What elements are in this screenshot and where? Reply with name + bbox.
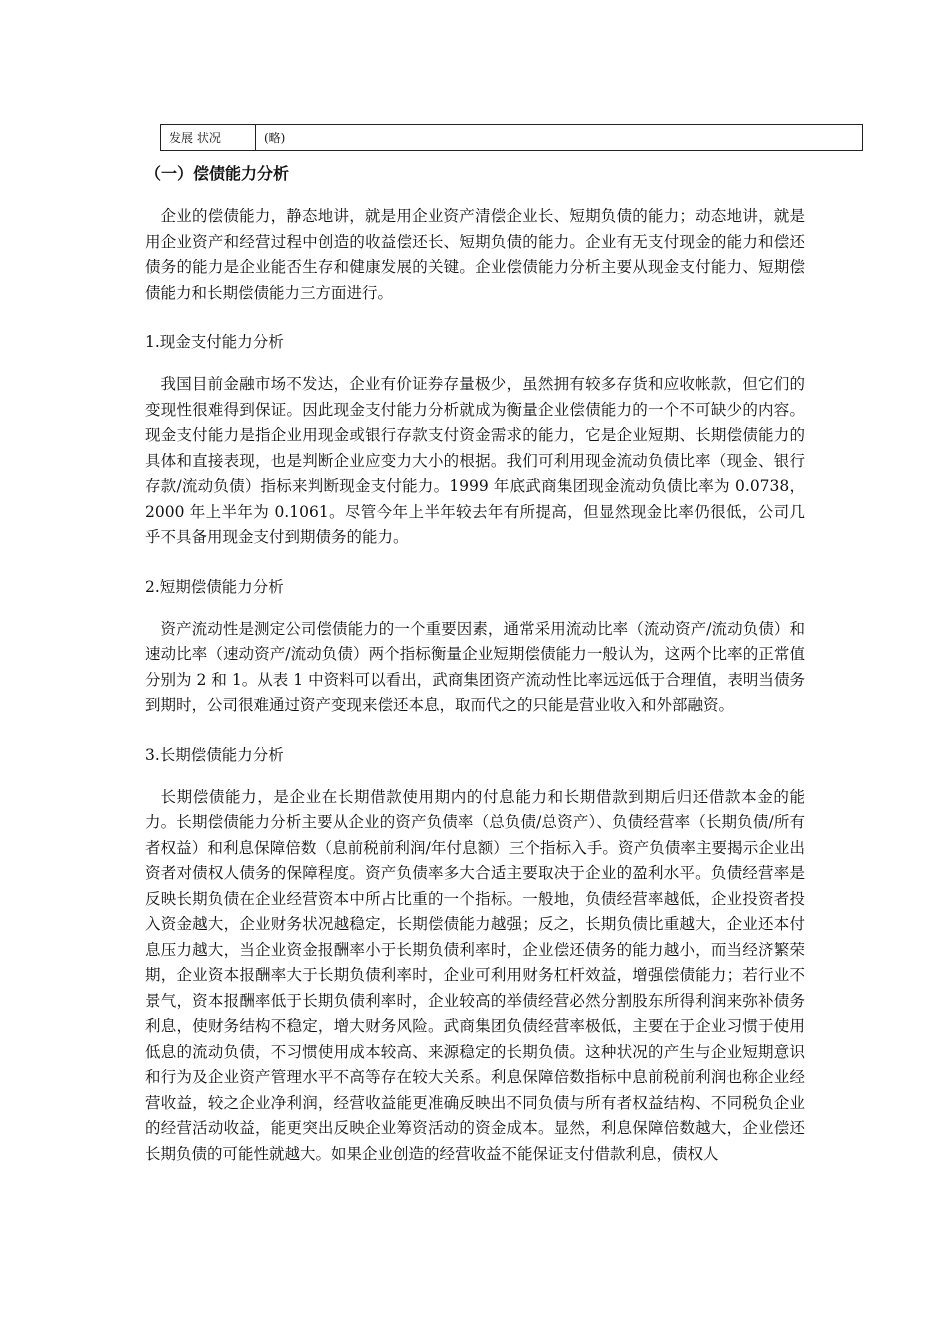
status-table (160, 124, 863, 151)
intro-paragraph: 企业的偿债能力，静态地讲，就是用企业资产清偿企业长、短期负债的能力；动态地讲，就是用企业资产和经营过程中创造的收益偿还长、短期负债的能力。企业有无支付现金的能力和偿还债务的能力是企业能否生存和健康发展的关键。企业偿债能力分析主要从现金支付能力、短期偿债能力和长期偿债能力三方面进行。 (145, 207, 805, 302)
subsection-heading-cash: 1.现金支付能力分析 (145, 333, 284, 351)
table-label-cell: 发展 状况 (161, 125, 256, 151)
paragraph-long-term: 长期偿债能力，是企业在长期借款使用期内的付息能力和长期借款到期后归还借款本金的能力。长期偿债能力分析主要从企业的资产负债率（总负债/总资产）、负债经营率（长期负债/所有者权益）和利息保障倍数（息前税前利润/年付息额）三个指标入手。资产负债率主要揭示企业出资者对债权人债务的保障程度。资产负债率多大合适主要取决于企业的盈利水平。负债经营率是反映长期负债在企业经营资本中所占比重的一个指标。一般地，负债经营率越低，企业投资者投入资金越大，企业财务状况越稳定，长期偿债能力越强；反之，长期负债比重越大，企业还本付息压力越大，当企业资金报酬率小于长期负债利率时，企业偿还债务的能力越小，而当经济繁荣期，企业资本报酬率大于长期负债利率时，企业可利用财务杠杆效益，增强偿债能力；若行业不景气，资本报酬率低于长期负债利率时，企业较高的举债经营必然分割股东所得利润来弥补债务利息，使财务结构不稳定，增大财务风险。武商集团负债经营率极低，主要在于企业习惯于使用低息的流动负债，不习惯使用成本较高、来源稳定的长期负债。这种状况的产生与企业短期意识和行为及企业资产管理水平不高等存在较大关系。利息保障倍数指标中息前税前利润也称企业经营收益，较之企业净利润，经营收益能更准确反映出不同负债与所有者权益结构、不同税负企业的经营活动收益，能更突出反映企业筹资活动的资金成本。显然，利息保障倍数越大，企业偿还长期负债的可能性就越大。如果企业创造的经营收益不能保证支付借款利息，债权人 (145, 787, 805, 1163)
table-value-cell: (略) (256, 125, 863, 151)
table-row (161, 125, 863, 151)
document-body (145, 158, 805, 1191)
section-title: （一）偿债能力分析 (145, 164, 290, 183)
paragraph-cash: 我国目前金融市场不发达，企业有价证券存量极少，虽然拥有较多存货和应收帐款，但它们的变现性很难得到保证。因此现金支付能力分析就成为衡量企业偿债能力的一个不可缺少的内容。现金支付能力是指企业用现金或银行存款支付资金需求的能力，它是企业短期、长期偿债能力的具体和直接表现，也是判断企业应变力大小的根据。我们可利用现金流动负债比率（现金、银行存款/流动负债）指标来判断现金支付能力。1999 年底武商集团现金流动负债比率为 0.0738，2000 年上半年为 0.1061。尽管今年上半年较去年有所提高，但显然现金比率仍很低，公司几乎不具备用现金支付到期债务的能力。 (145, 375, 805, 546)
subsection-heading-long-term: 3.长期偿债能力分析 (145, 745, 284, 764)
paragraph-short-term: 资产流动性是测定公司偿债能力的一个重要因素，通常采用流动比率（流动资产/流动负债）和速动比率（速动资产/流动负债）两个指标衡量企业短期偿债能力一般认为，这两个比率的正常值分别为 2 和 1。从表 1 中资料可以看出，武商集团资产流动性比率远远低于合理值，表明当债务到期时，公司很难通过资产变现来偿还本息，取而代之的只能是营业收入和外部融资。 (145, 619, 805, 714)
subsection-heading-short-term: 2.短期偿债能力分析 (145, 577, 284, 596)
